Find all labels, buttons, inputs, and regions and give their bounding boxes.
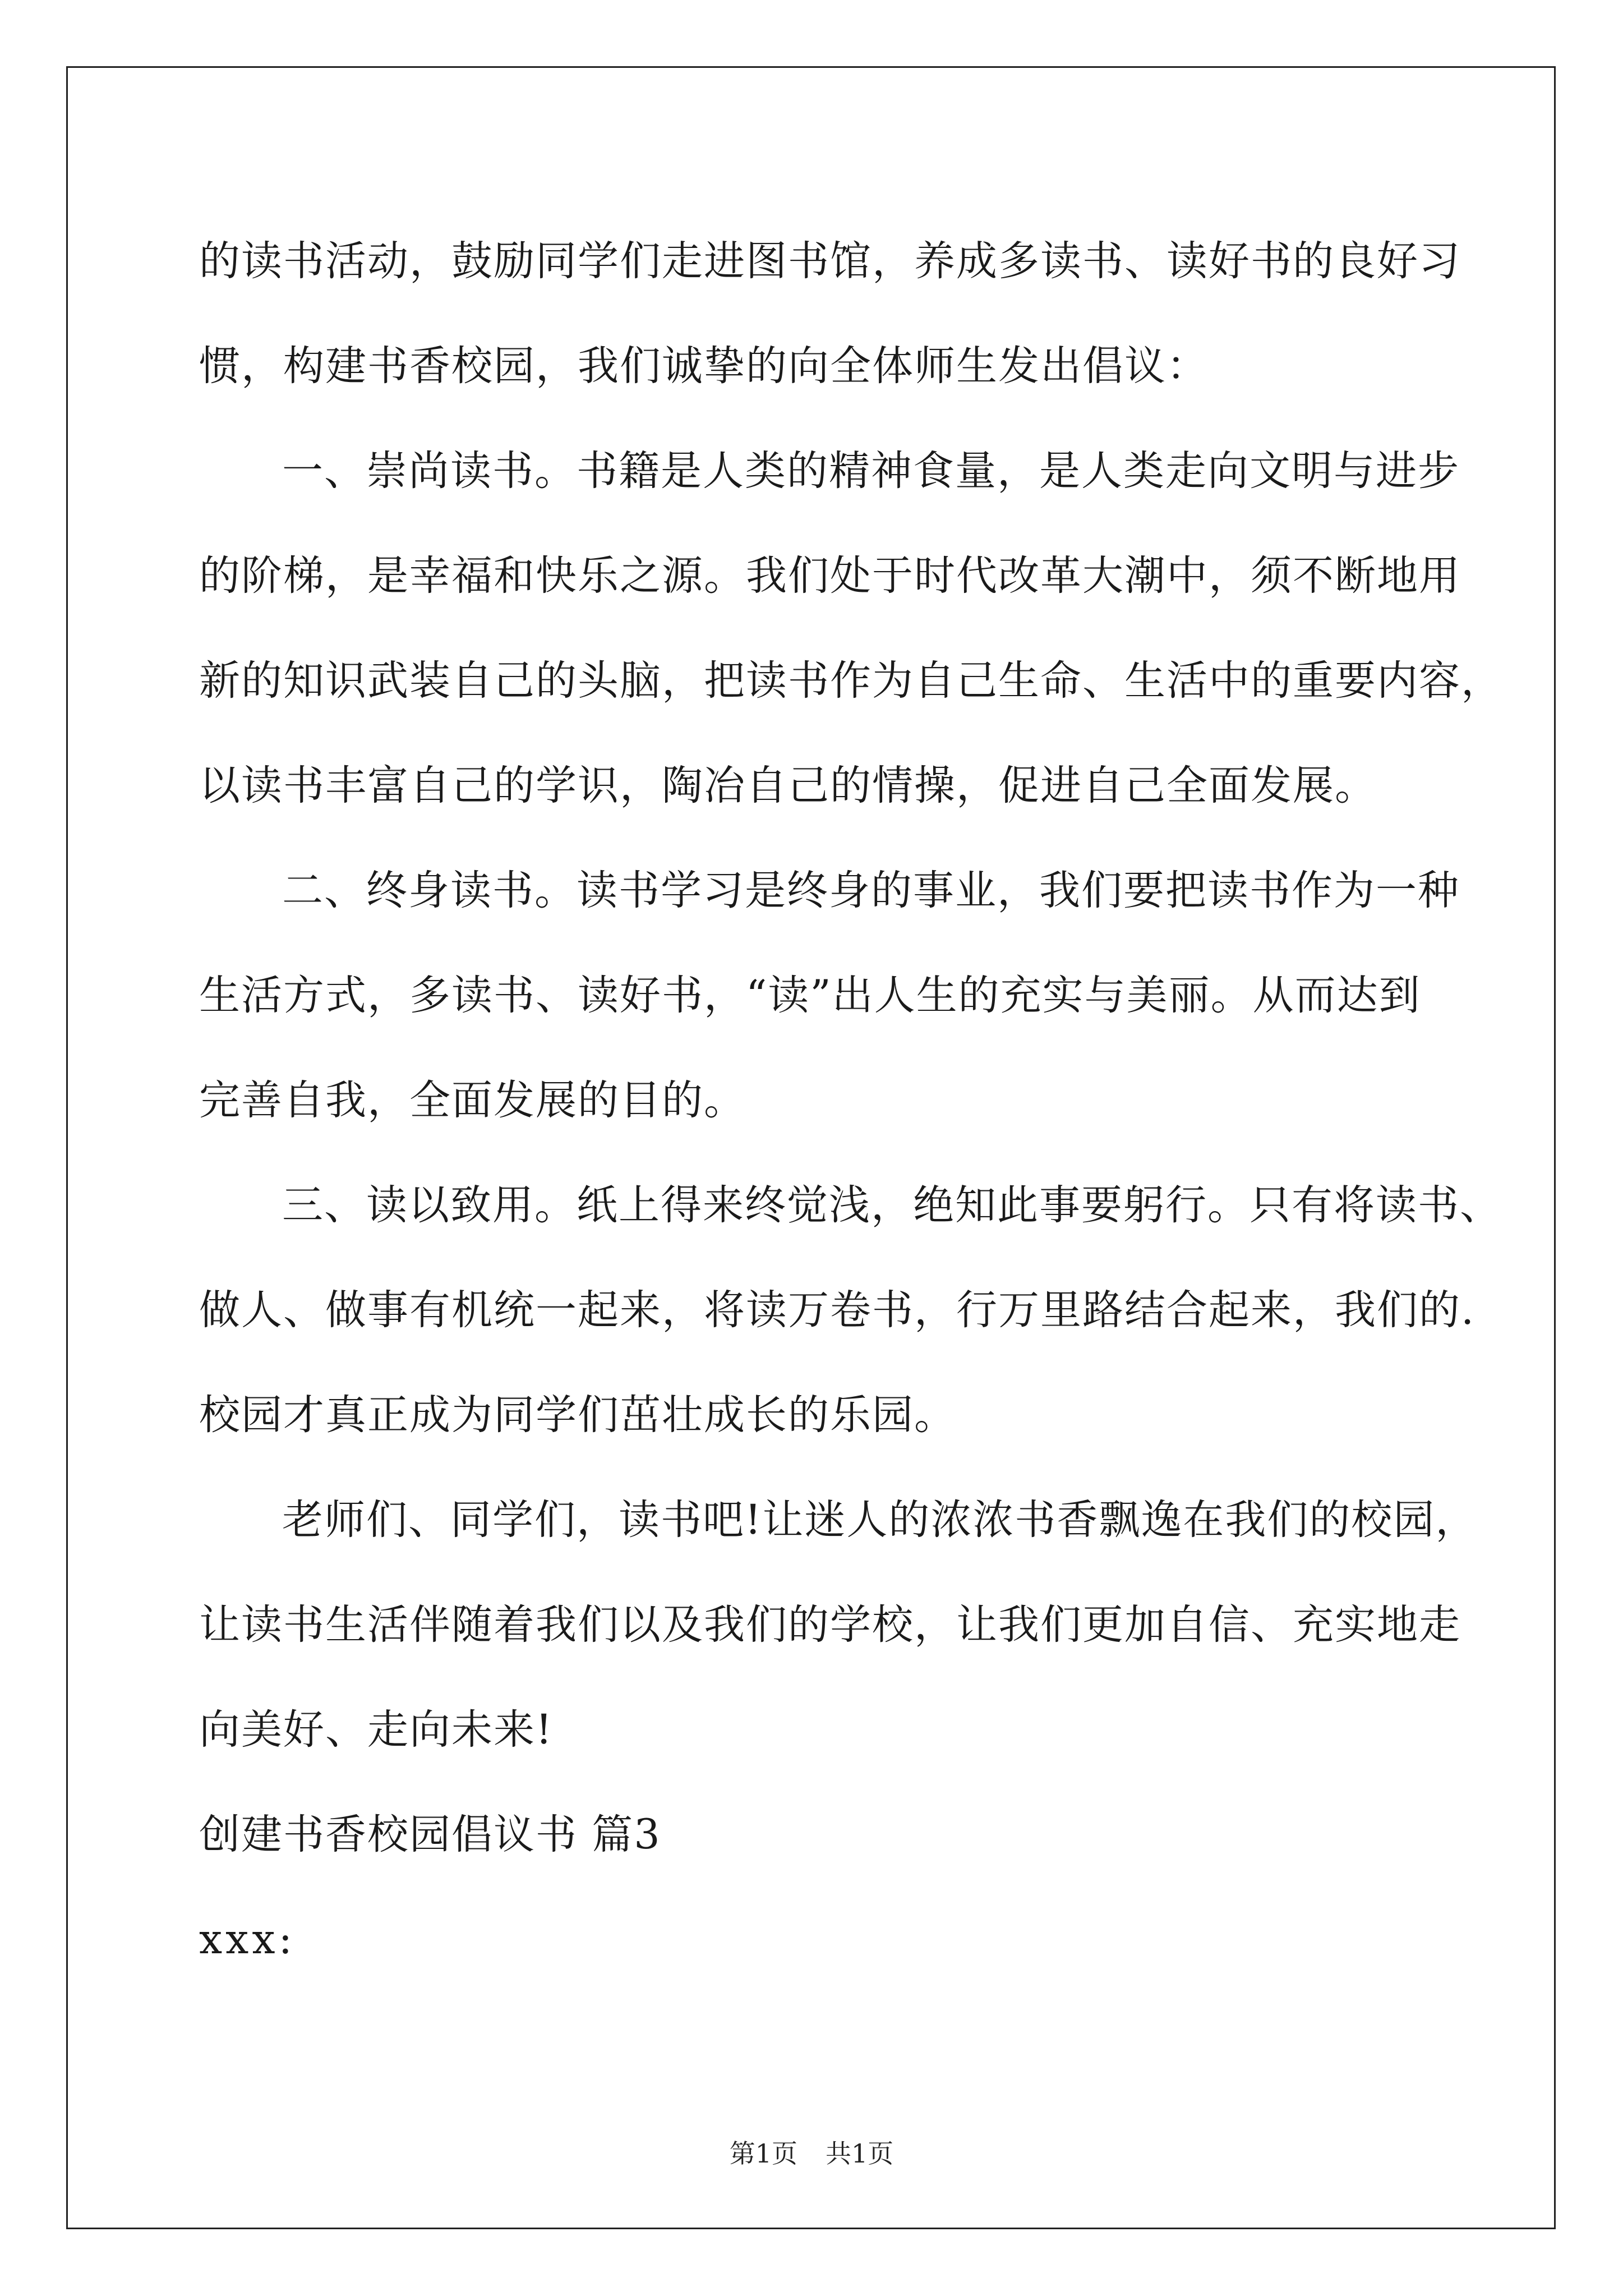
text-line: 生活方式，多读书、读好书，“读”出人生的充实与美丽。从而达到: [199, 972, 1421, 1019]
text-line: 老师们、同学们，读书吧!让迷人的浓浓书香飘逸在我们的校园，: [282, 1496, 1478, 1544]
page-number-total: 共1页: [826, 2138, 894, 2169]
section-heading: 创建书香校园倡议书 篇3: [199, 1811, 661, 1858]
text-line: 的阶梯，是幸福和快乐之源。我们处于时代改革大潮中，须不断地用: [199, 552, 1461, 600]
document-body: [199, 209, 1503, 1992]
paragraph-point-one: [199, 418, 1503, 838]
text-line: 三、读以致用。纸上得来终觉浅，绝知此事要躬行。只有将读书、: [282, 1181, 1502, 1229]
text-line: 一、崇尚读书。书籍是人类的精神食量，是人类走向文明与进步: [282, 447, 1460, 495]
paragraph-intro-continued: [199, 209, 1461, 418]
text-line: 以读书丰富自己的学识，陶冶自己的情操，促进自己全面发展。: [199, 762, 1377, 809]
text-line: 做人、做事有机统一起来，将读万卷书，行万里路结合起来，我们的.: [199, 1286, 1476, 1334]
page-number-current: 第1页: [729, 2138, 797, 2169]
paragraph-point-two: [199, 838, 1460, 1153]
text-line: 二、终身读书。读书学习是终身的事业，我们要把读书作为一种: [282, 867, 1460, 914]
paragraph-closing: [199, 1467, 1478, 1782]
text-line: 向美好、走向未来!: [199, 1706, 554, 1754]
text-line: 让读书生活伴随着我们以及我们的学校，让我们更加自信、充实地走: [199, 1601, 1461, 1649]
text-line: 的读书活动，鼓励同学们走进图书馆，养成多读书、读好书的良好习: [199, 237, 1461, 285]
paragraph-point-three: [199, 1153, 1502, 1467]
page-footer: [0, 2133, 1623, 2170]
text-line: 校园才真正成为同学们茁壮成长的乐园。: [199, 1391, 956, 1439]
text-line: 完善自我，全面发展的目的。: [199, 1076, 746, 1124]
text-line: 惯，构建书香校园，我们诚挚的向全体师生发出倡议：: [199, 342, 1209, 390]
text-line: 新的知识武装自己的头脑，把读书作为自己生命、生活中的重要内容，: [199, 657, 1503, 705]
salutation: xxx:: [199, 1916, 296, 1963]
